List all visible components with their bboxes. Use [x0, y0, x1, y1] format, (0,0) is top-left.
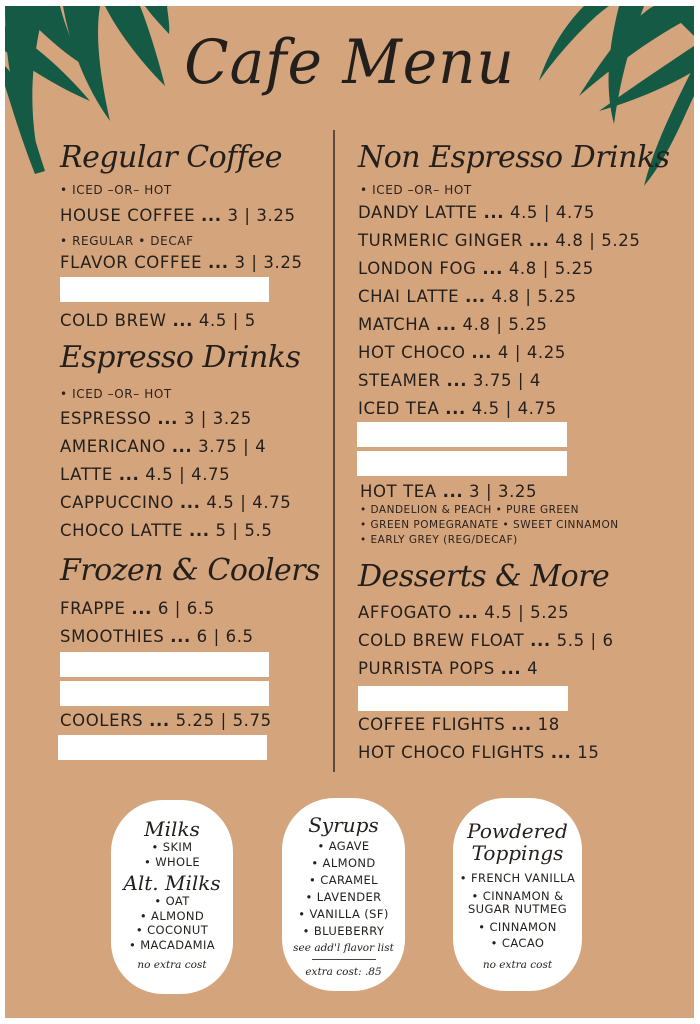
menu-item [358, 603, 569, 622]
item-price: 18 [537, 715, 560, 734]
item-separator: ... [172, 311, 194, 330]
item-price: 6 | 6.5 [157, 599, 215, 618]
menu-item [358, 631, 614, 650]
item-name: COFFEE FLIGHTS [358, 715, 506, 734]
item-separator: ... [436, 315, 457, 334]
menu-item [358, 715, 560, 734]
menu-item [358, 743, 599, 762]
hot-tea-note: • GREEN POMEGRANATE • SWEET CINNAMON [360, 519, 619, 531]
hot-tea-note: • EARLY GREY (REG/DECAF) [360, 534, 518, 546]
menu-item [60, 437, 266, 456]
item-name: COOLERS [60, 711, 144, 730]
item-separator: ... [171, 437, 193, 456]
item-separator: ... [511, 715, 532, 734]
item-name: ICED TEA [358, 399, 440, 418]
card-item: • WHOLE [144, 854, 200, 869]
column-divider [333, 130, 335, 772]
item-separator: ... [446, 371, 468, 390]
menu-title: Cafe Menu [184, 26, 515, 98]
item-name: DANDY LATTE [358, 203, 478, 222]
card-item: SUGAR NUTMEG [467, 902, 568, 916]
item-name: CAPPUCCINO [60, 493, 175, 512]
card-item: • CARAMEL [309, 873, 378, 887]
menu-item [60, 409, 252, 428]
section-heading-non-espresso: Non Espresso Drinks [358, 140, 670, 175]
menu-item [358, 231, 640, 250]
item-name: SMOOTHIES [60, 627, 165, 646]
item-note: • REGULAR • DECAF [60, 234, 194, 248]
menu-item [358, 371, 541, 390]
blank-label-box [60, 652, 269, 677]
menu-item [60, 493, 291, 512]
section-heading-espresso-drinks: Espresso Drinks [60, 340, 301, 375]
card-item: • VANILLA (SF) [298, 907, 389, 921]
card-item: • CINNAMON & [471, 889, 564, 903]
item-name: TURMERIC GINGER [358, 231, 524, 250]
blank-label-box [357, 422, 567, 447]
card-item: • FRENCH VANILLA [459, 871, 576, 885]
section-note: • ICED –OR– HOT [360, 183, 472, 197]
card-item: • CACAO [490, 936, 545, 950]
item-name: FRAPPE [60, 599, 126, 618]
menu-item [358, 259, 594, 278]
item-price: 4.5 | 5 [198, 311, 256, 330]
section-heading-regular-coffee: Regular Coffee [60, 140, 282, 175]
item-price: 5 | 5.5 [215, 521, 273, 540]
item-name: LONDON FOG [358, 259, 477, 278]
item-separator: ... [482, 259, 503, 278]
card-heading: Toppings [471, 841, 564, 865]
item-price: 4.8 | 5.25 [462, 315, 548, 334]
blank-label-box [60, 681, 269, 706]
item-separator: ... [149, 711, 170, 730]
item-price: 6 | 6.5 [196, 627, 254, 646]
menu-item [60, 311, 256, 330]
item-name: HOT TEA [360, 482, 437, 501]
menu-item [60, 206, 296, 225]
item-price: 3 | 3.25 [227, 206, 296, 225]
menu-item [358, 343, 566, 362]
section-heading-frozen-coolers: Frozen & Coolers [60, 553, 321, 588]
item-separator: ... [442, 482, 464, 501]
item-separator: ... [170, 627, 191, 646]
section-heading-desserts: Desserts & More [358, 559, 610, 594]
card-item: • BLUEBERRY [302, 924, 385, 938]
item-price: 4.5 | 4.75 [145, 465, 231, 484]
item-price: 4.5 | 4.75 [509, 203, 596, 222]
item-separator: ... [465, 287, 486, 306]
item-name: AFFOGATO [358, 603, 452, 622]
syrups-card [282, 798, 405, 991]
card-item: • MACADAMIA [128, 937, 216, 952]
menu-item [60, 711, 272, 730]
blank-label-box [357, 451, 567, 476]
item-price: 4.5 | 4.75 [471, 399, 557, 418]
card-rule [312, 959, 376, 960]
hot-tea-note: • DANDELION & PEACH • PURE GREEN [360, 504, 580, 516]
card-item: • LAVENDER [305, 890, 382, 904]
item-name: PURRISTA POPS [358, 659, 495, 678]
item-separator: ... [157, 409, 178, 428]
item-price: 3 | 3.25 [234, 253, 303, 272]
menu-item [358, 287, 577, 306]
item-separator: ... [457, 603, 479, 622]
menu-item [60, 521, 272, 540]
menu-item [60, 599, 215, 618]
item-separator: ... [189, 521, 210, 540]
menu-item [358, 203, 595, 222]
item-price: 3.75 | 4 [472, 371, 542, 390]
item-separator: ... [530, 631, 551, 650]
item-name: CHAI LATTE [358, 287, 460, 306]
item-name: CHOCO LATTE [60, 521, 184, 540]
item-price: 3.75 | 4 [198, 437, 267, 456]
menu-item [358, 315, 548, 334]
item-separator: ... [131, 599, 152, 618]
item-name: MATCHA [358, 315, 431, 334]
item-name: COLD BREW FLOAT [358, 631, 525, 650]
item-separator: ... [445, 399, 466, 418]
card-heading: Powdered [467, 819, 568, 843]
card-subheading: Alt. Milks [123, 871, 221, 895]
item-separator: ... [528, 231, 550, 250]
card-footer: no extra cost [137, 959, 207, 971]
card-note: see add'l flavor list [293, 942, 394, 954]
menu-item [60, 253, 303, 272]
toppings-card [453, 798, 582, 991]
item-price: 3 | 3.25 [469, 482, 538, 501]
item-price: 4.8 | 5.25 [491, 287, 577, 306]
item-price: 5.25 | 5.75 [175, 711, 272, 730]
card-item: • SKIM [151, 840, 193, 854]
item-price: 4.5 | 5.25 [484, 603, 570, 622]
card-heading: Syrups [308, 813, 379, 837]
blank-label-box [58, 735, 267, 760]
item-name: ESPRESSO [60, 409, 152, 428]
item-separator: ... [201, 206, 222, 225]
item-price: 4 [527, 659, 539, 678]
card-item: • OAT [154, 894, 190, 908]
item-price: 4 | 4.25 [497, 343, 566, 362]
item-separator: ... [208, 253, 229, 272]
menu-item [60, 627, 254, 646]
item-name: HOT CHOCO [358, 343, 466, 362]
card-heading: Milks [144, 817, 200, 841]
item-separator: ... [550, 743, 572, 762]
card-item: • CINNAMON [478, 920, 557, 934]
item-name: HOUSE COFFEE [60, 206, 196, 225]
blank-label-box [60, 277, 269, 302]
section-note: • ICED –OR– HOT [60, 387, 172, 401]
item-name: STEAMER [358, 371, 441, 390]
item-name: COLD BREW [60, 311, 167, 330]
card-item: • COCONUT [135, 923, 209, 937]
milks-card [111, 800, 233, 994]
item-name: HOT CHOCO FLIGHTS [358, 743, 545, 762]
card-footer: extra cost: .85 [305, 966, 382, 978]
menu-item [358, 399, 557, 418]
section-note: • ICED –OR– HOT [60, 183, 172, 197]
menu-item [358, 659, 538, 678]
item-name: AMERICANO [60, 437, 166, 456]
item-price: 4.8 | 5.25 [508, 259, 594, 278]
menu-page [5, 6, 694, 1018]
item-price: 4.8 | 5.25 [555, 231, 641, 250]
item-separator: ... [471, 343, 493, 362]
card-item: • ALMOND [311, 856, 376, 870]
item-name: FLAVOR COFFEE [60, 253, 203, 272]
item-separator: ... [118, 465, 140, 484]
card-footer: no extra cost [482, 959, 553, 971]
card-item: • AGAVE [317, 839, 370, 853]
item-separator: ... [483, 203, 505, 222]
item-price: 15 [577, 743, 600, 762]
item-price: 3 | 3.25 [183, 409, 252, 428]
item-separator: ... [179, 493, 201, 512]
item-separator: ... [500, 659, 522, 678]
item-price: 4.5 | 4.75 [206, 493, 292, 512]
item-name: LATTE [60, 465, 113, 484]
menu-item [360, 482, 537, 501]
blank-label-box [358, 686, 568, 711]
card-item: • ALMOND [139, 908, 205, 923]
item-price: 5.5 | 6 [556, 631, 614, 650]
menu-item [60, 465, 230, 484]
